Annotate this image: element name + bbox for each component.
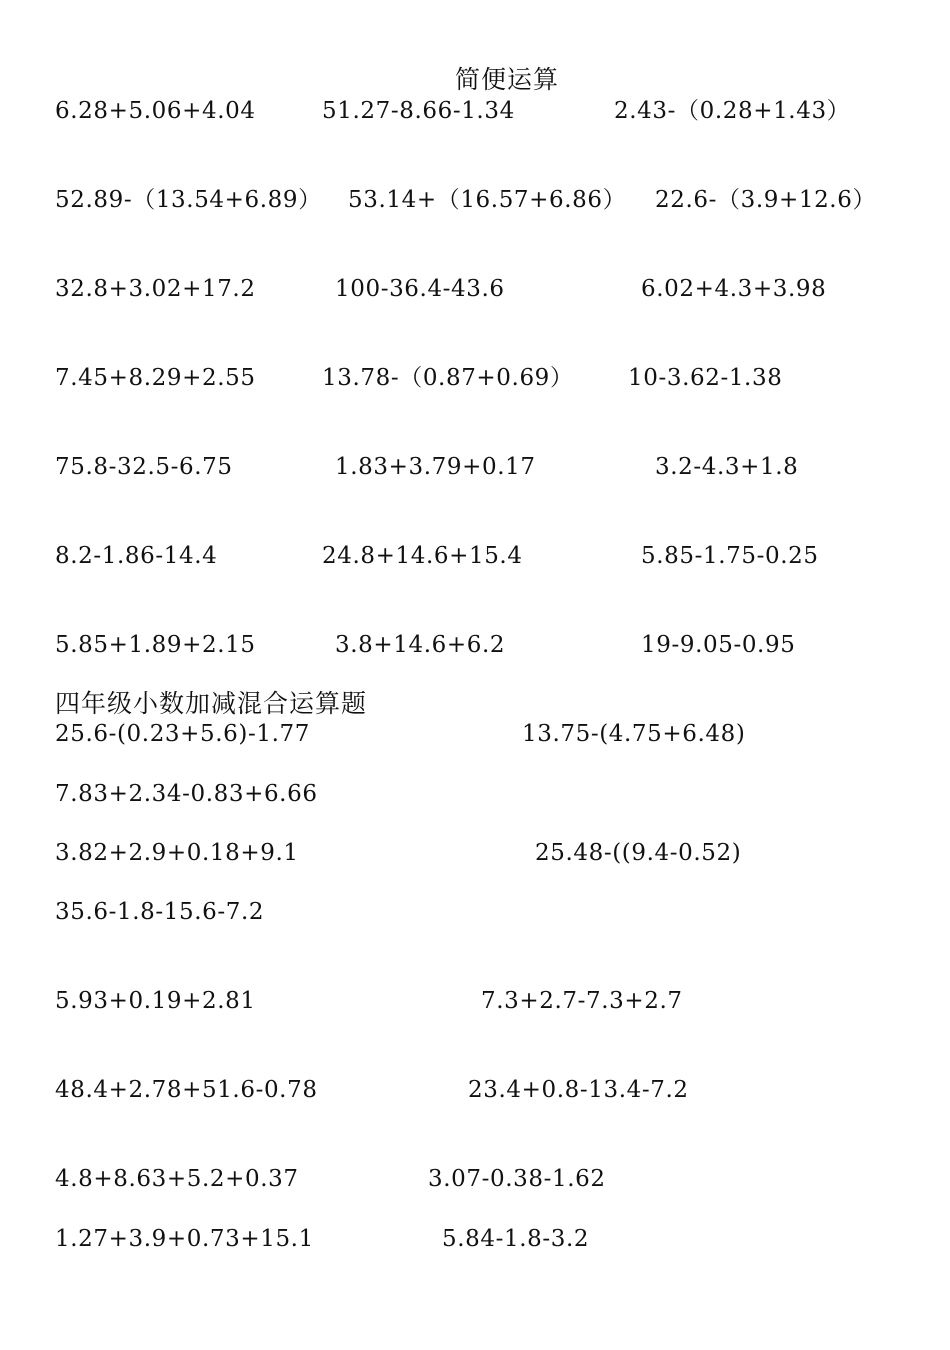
problem-6-1: 8.2-1.86-14.4 [55, 543, 218, 569]
mixed-problem-6-1: 48.4+2.78+51.6-0.78 [55, 1077, 318, 1103]
problem-4-3: 10-3.62-1.38 [628, 365, 783, 391]
mixed-problem-3-2: 25.48-((9.4-0.52) [535, 840, 742, 866]
problem-3-1: 32.8+3.02+17.2 [55, 276, 256, 302]
problem-7-2: 3.8+14.6+6.2 [335, 632, 506, 658]
problem-3-2: 100-36.4-43.6 [335, 276, 505, 302]
mixed-problem-8-2: 5.84-1.8-3.2 [442, 1226, 590, 1252]
mixed-problem-5-1: 5.93+0.19+2.81 [55, 988, 256, 1014]
mixed-problem-7-1: 4.8+8.63+5.2+0.37 [55, 1166, 299, 1192]
problem-7-1: 5.85+1.89+2.15 [55, 632, 256, 658]
problem-6-3: 5.85-1.75-0.25 [641, 543, 819, 569]
problem-5-2: 1.83+3.79+0.17 [335, 454, 536, 480]
problem-1-3: 2.43-（0.28+1.43） [614, 98, 851, 124]
mixed-problem-8-1: 1.27+3.9+0.73+15.1 [55, 1226, 314, 1252]
problem-2-2: 53.14+（16.57+6.86） [348, 187, 627, 213]
problem-7-3: 19-9.05-0.95 [641, 632, 796, 658]
mixed-problem-4-1: 35.6-1.8-15.6-7.2 [55, 899, 265, 925]
problem-2-3: 22.6-（3.9+12.6） [655, 187, 877, 213]
problem-4-1: 7.45+8.29+2.55 [55, 365, 256, 391]
mixed-problem-1-2: 13.75-(4.75+6.48) [522, 721, 746, 747]
problem-5-1: 75.8-32.5-6.75 [55, 454, 233, 480]
problem-5-3: 3.2-4.3+1.8 [655, 454, 799, 480]
mixed-problem-7-2: 3.07-0.38-1.62 [428, 1166, 606, 1192]
problem-3-3: 6.02+4.3+3.98 [641, 276, 827, 302]
problem-6-2: 24.8+14.6+15.4 [322, 543, 523, 569]
problem-1-2: 51.27-8.66-1.34 [322, 98, 515, 124]
mixed-problem-5-2: 7.3+2.7-7.3+2.7 [481, 988, 683, 1014]
section2-title: 四年级小数加减混合运算题 [55, 689, 368, 718]
mixed-problem-2-1: 7.83+2.34-0.83+6.66 [55, 781, 318, 807]
section1-title: 简便运算 [455, 65, 560, 94]
problem-2-1: 52.89-（13.54+6.89） [55, 187, 322, 213]
problem-1-1: 6.28+5.06+4.04 [55, 98, 256, 124]
mixed-problem-1-1: 25.6-(0.23+5.6)-1.77 [55, 721, 310, 747]
problem-4-2: 13.78-（0.87+0.69） [322, 365, 574, 391]
mixed-problem-3-1: 3.82+2.9+0.18+9.1 [55, 840, 299, 866]
mixed-problem-6-2: 23.4+0.8-13.4-7.2 [468, 1077, 689, 1103]
